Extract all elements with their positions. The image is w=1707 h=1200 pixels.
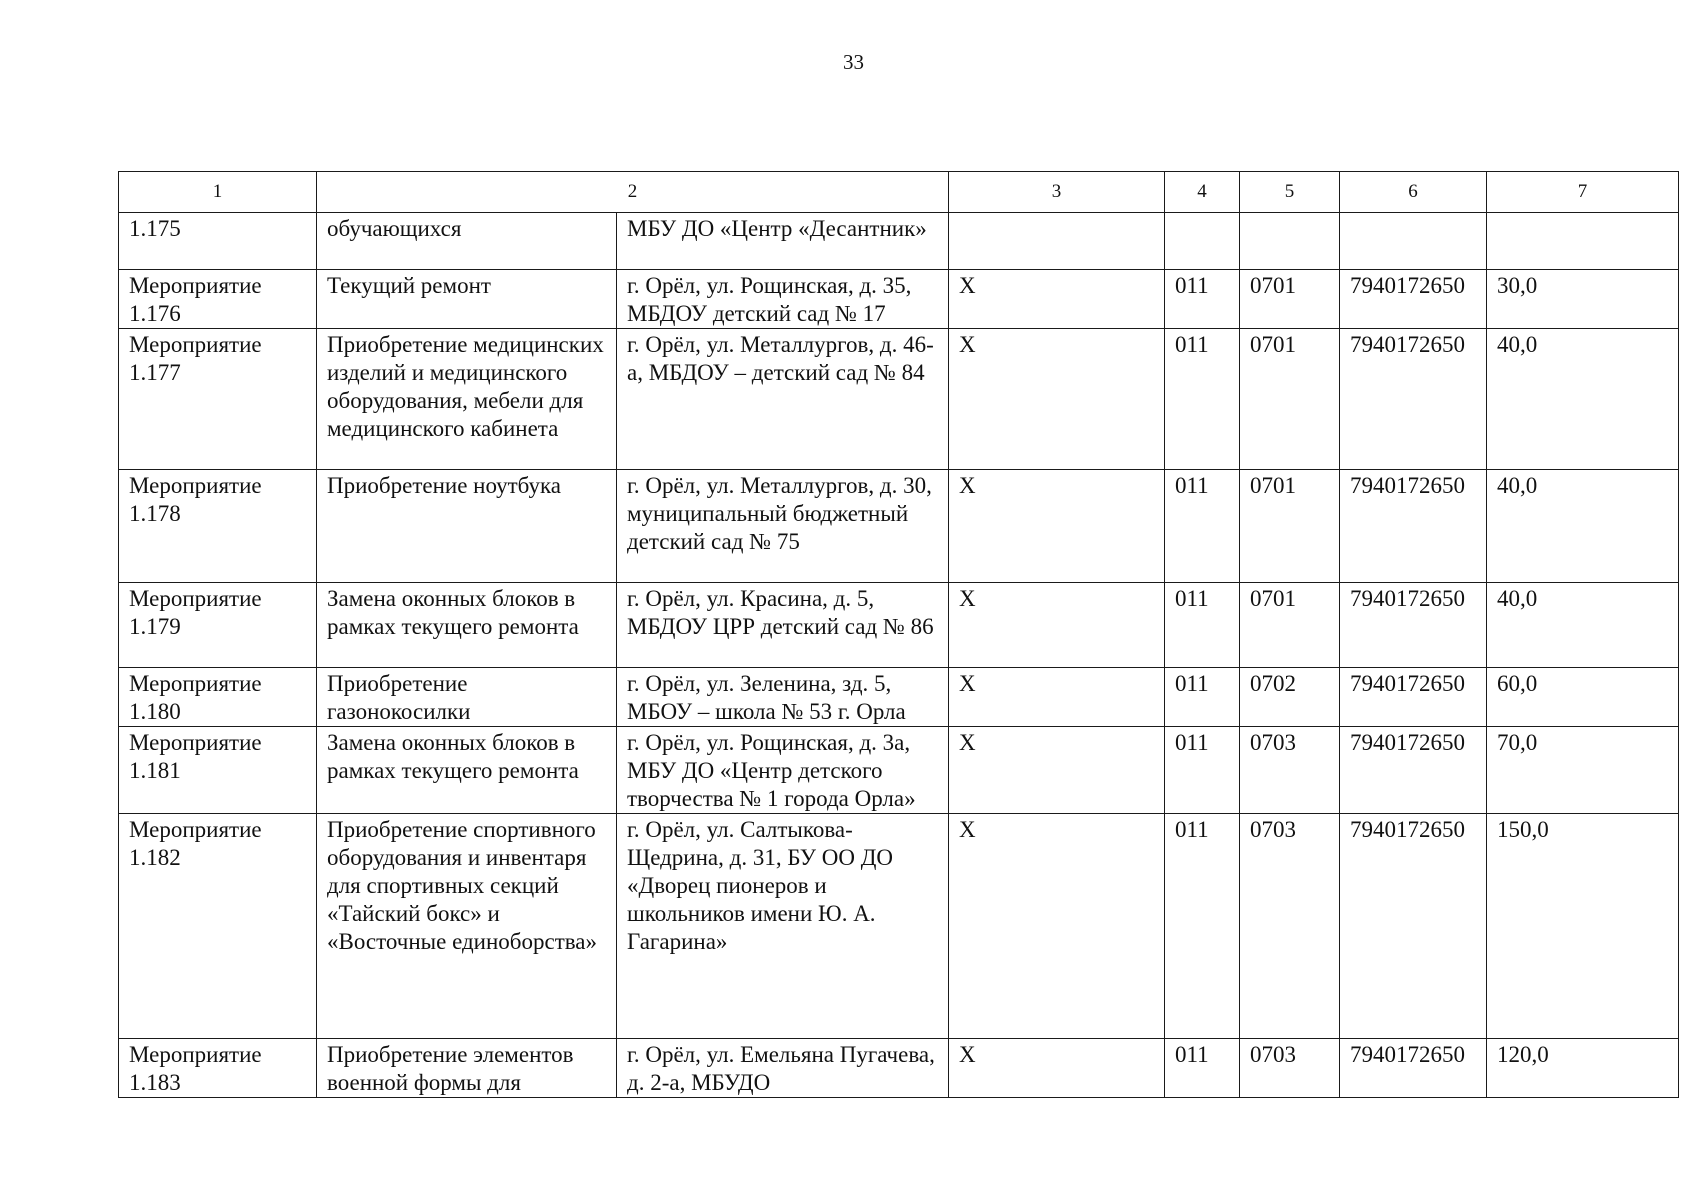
cell-location: г. Орёл, ул. Красина, д. 5, МБДОУ ЦРР детский сад № 86	[617, 583, 949, 668]
cell-id: 1.175	[119, 213, 317, 270]
cell-description: Приобретение ноутбука	[317, 470, 617, 583]
cell-col-6	[1340, 213, 1487, 270]
cell-id: Мероприятие 1.182	[119, 814, 317, 1039]
cell-col-4: 011	[1165, 814, 1240, 1039]
page-number: 33	[843, 50, 864, 74]
cell-col-3: Х	[949, 814, 1165, 1039]
cell-col-6: 7940172650	[1340, 470, 1487, 583]
header-col-4: 4	[1165, 172, 1240, 213]
cell-id: Мероприятие 1.177	[119, 329, 317, 470]
cell-description: Приобретение газонокосилки	[317, 668, 617, 727]
table-row	[119, 727, 1679, 814]
table-row	[119, 668, 1679, 727]
header-col-2: 2	[317, 172, 949, 213]
cell-col-7	[1487, 213, 1679, 270]
cell-location: г. Орёл, ул. Рощинская, д. 3а, МБУ ДО «Центр детского творчества № 1 города Орла»	[617, 727, 949, 814]
cell-col-4: 011	[1165, 583, 1240, 668]
cell-col-7: 30,0	[1487, 270, 1679, 329]
header-row	[119, 172, 1679, 213]
cell-col-4: 011	[1165, 470, 1240, 583]
cell-col-7: 40,0	[1487, 583, 1679, 668]
cell-location: г. Орёл, ул. Зеленина, зд. 5, МБОУ – школа № 53 г. Орла	[617, 668, 949, 727]
table-row	[119, 329, 1679, 470]
table-row	[119, 583, 1679, 668]
table-row	[119, 470, 1679, 583]
cell-col-3: Х	[949, 668, 1165, 727]
cell-col-6: 7940172650	[1340, 814, 1487, 1039]
cell-id: Мероприятие 1.179	[119, 583, 317, 668]
cell-id: Мероприятие 1.181	[119, 727, 317, 814]
cell-col-6: 7940172650	[1340, 1039, 1487, 1098]
cell-col-4: 011	[1165, 329, 1240, 470]
cell-col-5: 0701	[1240, 270, 1340, 329]
cell-col-4: 011	[1165, 270, 1240, 329]
activities-table	[118, 171, 1679, 1098]
cell-col-3: Х	[949, 727, 1165, 814]
table-row	[119, 270, 1679, 329]
cell-col-7: 70,0	[1487, 727, 1679, 814]
cell-col-5	[1240, 213, 1340, 270]
cell-location: МБУ ДО «Центр «Десантник»	[617, 213, 949, 270]
cell-description: Приобретение спортивного оборудования и инвентаря для спортивных секций «Тайский бокс» и «Восточные единоборства»	[317, 814, 617, 1039]
cell-col-5: 0703	[1240, 814, 1340, 1039]
cell-col-3: Х	[949, 583, 1165, 668]
cell-location: г. Орёл, ул. Металлургов, д. 30, муниципальный бюджетный детский сад № 75	[617, 470, 949, 583]
cell-id: Мероприятие 1.180	[119, 668, 317, 727]
cell-location: г. Орёл, ул. Салтыкова-Щедрина, д. 31, БУ ОО ДО «Дворец пионеров и школьников имени Ю. А. Гагарина»	[617, 814, 949, 1039]
cell-col-3: Х	[949, 270, 1165, 329]
cell-col-5: 0703	[1240, 727, 1340, 814]
cell-location: г. Орёл, ул. Емельяна Пугачева, д. 2-а, МБУДО	[617, 1039, 949, 1098]
cell-col-6: 7940172650	[1340, 329, 1487, 470]
cell-description: Текущий ремонт	[317, 270, 617, 329]
cell-col-7: 150,0	[1487, 814, 1679, 1039]
cell-col-7: 40,0	[1487, 470, 1679, 583]
cell-description: Замена оконных блоков в рамках текущего ремонта	[317, 583, 617, 668]
cell-col-3: Х	[949, 470, 1165, 583]
cell-col-6: 7940172650	[1340, 668, 1487, 727]
cell-col-6: 7940172650	[1340, 727, 1487, 814]
cell-col-5: 0703	[1240, 1039, 1340, 1098]
cell-col-3: Х	[949, 1039, 1165, 1098]
cell-id: Мероприятие 1.178	[119, 470, 317, 583]
cell-col-4	[1165, 213, 1240, 270]
table-row	[119, 1039, 1679, 1098]
cell-description: Приобретение элементов военной формы для	[317, 1039, 617, 1098]
cell-col-4: 011	[1165, 668, 1240, 727]
cell-col-4: 011	[1165, 727, 1240, 814]
cell-id: Мероприятие 1.176	[119, 270, 317, 329]
cell-col-7: 60,0	[1487, 668, 1679, 727]
header-col-5: 5	[1240, 172, 1340, 213]
cell-id: Мероприятие 1.183	[119, 1039, 317, 1098]
cell-col-3	[949, 213, 1165, 270]
cell-location: г. Орёл, ул. Металлургов, д. 46-а, МБДОУ – детский сад № 84	[617, 329, 949, 470]
header-col-6: 6	[1340, 172, 1487, 213]
cell-description: обучающихся	[317, 213, 617, 270]
cell-col-7: 120,0	[1487, 1039, 1679, 1098]
cell-col-4: 011	[1165, 1039, 1240, 1098]
cell-col-5: 0701	[1240, 470, 1340, 583]
header-col-7: 7	[1487, 172, 1679, 213]
cell-description: Приобретение медицинских изделий и медицинского оборудования, мебели для медицинского кабинета	[317, 329, 617, 470]
cell-col-5: 0701	[1240, 329, 1340, 470]
table-row	[119, 814, 1679, 1039]
cell-col-5: 0701	[1240, 583, 1340, 668]
cell-col-7: 40,0	[1487, 329, 1679, 470]
cell-col-3: Х	[949, 329, 1165, 470]
header-col-3: 3	[949, 172, 1165, 213]
cell-col-5: 0702	[1240, 668, 1340, 727]
cell-description: Замена оконных блоков в рамках текущего ремонта	[317, 727, 617, 814]
header-col-1: 1	[119, 172, 317, 213]
cell-col-6: 7940172650	[1340, 270, 1487, 329]
table-row	[119, 213, 1679, 270]
cell-col-6: 7940172650	[1340, 583, 1487, 668]
cell-location: г. Орёл, ул. Рощинская, д. 35, МБДОУ детский сад № 17	[617, 270, 949, 329]
